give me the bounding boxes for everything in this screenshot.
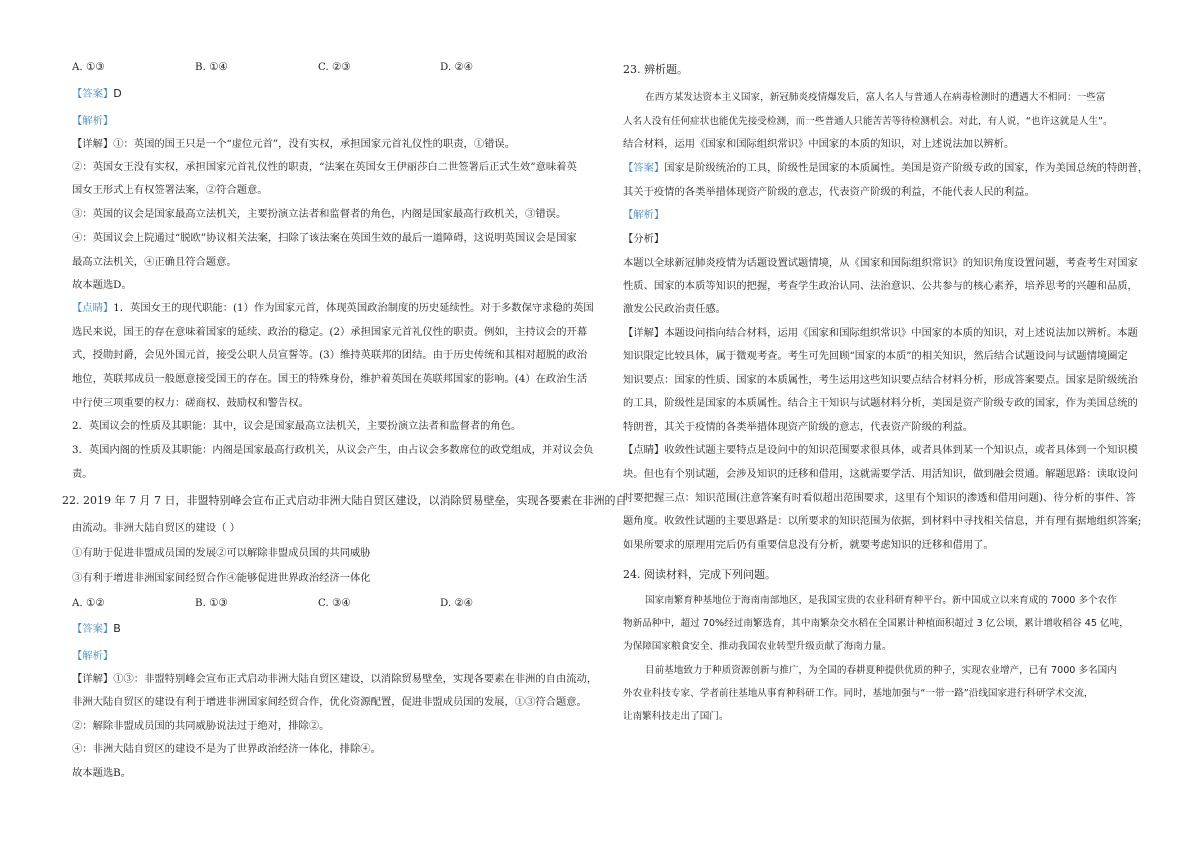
q23-material-b: 人名人没有任何症状也能优先接受检测，而一些普通人只能苦苦等待检测机会。对此，有人说，“也许这就是人生”。	[623, 116, 1113, 127]
q22-answer	[72, 622, 121, 636]
q23-tip-e: 如果所要求的原理用完后仍有重要信息没有分析，就要考虑知识的迁移和借用了。	[623, 539, 994, 551]
q23-fenxi-c: 激发公民政治责任感。	[623, 303, 726, 315]
q22-analysis-tag: 【解析】	[72, 650, 114, 662]
q24-material-1a: 国家南繁育种基地位于海南南部地区，是我国宝贵的农业科研育种平台。新中国成立以来育成的 7000 多个农作	[645, 595, 1117, 606]
q22-options	[72, 596, 592, 610]
answer-tag: 【答案】	[72, 623, 114, 635]
q24-title: 24. 阅读材料，完成下列问题。	[623, 568, 776, 581]
q21-tip-2: 2．英国议会的性质及其职能：其中，议会是国家最高立法机关，主要扮演立法者和监督者的角色。	[72, 420, 522, 432]
q22-choice-2: ③有利于增进非洲国家间经贸合作④能够促进世界政治经济一体化	[72, 572, 371, 584]
q23-tip-b: 块。但也有个别试题，会涉及知识的迁移和借用，这就需要学活、用活知识，做到融会贯通。解题思路：读取设问	[623, 468, 1138, 480]
q21-tip-1b: 选民来说，国王的存在意味着国家的延续、政治的稳定。(2）承担国家元首礼仪性的职责。例如，主持议会的开幕	[72, 326, 588, 338]
q23-analysis-tag: 【解析】	[623, 209, 665, 221]
q22-option-c: C. ③④	[318, 597, 351, 609]
q22-detail-2: ②：解除非盟成员国的共同威胁说法过于绝对，排除②。	[72, 720, 330, 732]
q21-option-a: A. ①③	[72, 61, 105, 73]
q23-detail-d: 的工具，阶级性是国家的本质属性。结合主干知识与试题材料分析，美国是资产阶级专政的国家，作为美国总统的	[623, 397, 1138, 409]
q21-conclusion: 故本题选D。	[72, 279, 132, 291]
q23-fenxi-b: 性质、国家的本质等知识的把握，考查学生政治认同、法治意识、公共参与的核心素养，培养思考的兴趣和品质，	[623, 280, 1138, 292]
q22-option-b: B. ①③	[195, 597, 228, 609]
q22-option-a: A. ①②	[72, 597, 105, 609]
q21-detail-3: ③：英国的议会是国家最高立法机关，主要扮演立法者和监督者的角色，内阁是国家最高行政机关，③错误。	[72, 208, 567, 220]
q21-tip-3: 3．英国内阁的性质及其职能：内阁是国家最高行政机关，从议会产生，由占议会多数席位的政党组成，并对议会负	[72, 444, 594, 456]
q21-tip-1e: 中行使三项重要的权力：磋商权、鼓励权和警告权。	[72, 397, 309, 409]
q23-title: 23. 辨析题。	[623, 63, 688, 76]
q21-option-b: B. ①④	[195, 61, 228, 73]
q22-choice-1: ①有助于促进非盟成员国的发展②可以解除非盟成员国的共同威胁	[72, 547, 371, 559]
q21-detail-2b: 国女王形式上有权签署法案，②符合题意。	[72, 184, 268, 196]
q24-material-2b: 外农业科技专家、学者前往基地从事育种科研工作。同时，基地加强与“一带一路”沿线国家进行科研学术交流，	[623, 688, 1094, 699]
q21-detail-4b: 最高立法机关，④正确且符合题意。	[72, 256, 237, 268]
q23-detail-e: 特朗普，其关于疫情的各类举措体现资产阶级的意志，代表资产阶级的利益。	[623, 421, 974, 433]
q23-answer-b: 其关于疫情的各类举措体现资产阶级的意志，代表资产阶级的利益，不能代表人民的利益。	[623, 186, 1035, 198]
tip-tag: 【点睛】	[72, 302, 114, 314]
q24-material-1c: 为保障国家粮食安全、推动我国农业转型升级贡献了海南力量。	[623, 641, 892, 652]
q22-stem-a: 22. 2019 年 7 月 7 日，非盟特别峰会宣布正式启动非洲大陆自贸区建设，以消除贸易壁垒，实现各要素在非洲的自	[62, 494, 627, 507]
answer-letter: B	[113, 622, 121, 635]
q22-option-d: D. ②④	[440, 597, 473, 609]
q21-analysis-tag: 【解析】	[72, 115, 114, 127]
q24-material-2c: 让南繁科技走出了国门。	[623, 711, 729, 722]
q23-detail-b: 知识限定比较具体，属于微观考查。考生可先回顾“国家的本质”的相关知识，然后结合试题设问与试题情境圈定	[623, 350, 1128, 362]
q21-options	[72, 60, 592, 74]
q23-answer-a: 【答案】国家是阶级统治的工具，阶级性是国家的本质属性。美国是资产阶级专政的国家，作为美国总统的特朗普，	[623, 162, 1149, 174]
q23-detail-c: 知识要点：国家的性质、国家的本质属性，考生运用这些知识要点结合材料分析，形成答案要点。国家是阶级统治	[623, 374, 1138, 386]
q21-tip-1d: 地位，英联邦成员一般愿意接受国王的存在。国王的特殊身份，维护着英国在英联邦国家的影响。(4）在政治生活	[72, 373, 588, 385]
q21-answer	[72, 87, 122, 101]
q23-tip-c: 时要把握三点：知识范围(注意答案有时看似超出范围要求，这里有个知识的渗透和借用问题)、待分析的事件、答	[623, 492, 1136, 504]
q22-stem-b: 由流动。非洲大陆自贸区的建设（ ）	[72, 522, 241, 534]
answer-letter: D	[113, 87, 122, 100]
q21-tip-1a: 【点睛】1．英国女王的现代职能：(1）作为国家元首，体现英国政治制度的历史延续性。对于多数保守求稳的英国	[72, 302, 594, 314]
detail-tag: 【详解】	[72, 138, 114, 150]
q23-detail-a: 【详解】本题设问指向结合材料，运用《国家和国际组织常识》中国家的本质的知识，对上述说法加以辨析。本题	[623, 327, 1138, 339]
q22-detail-1b: 非洲大陆自贸区的建设有利于增进非洲国家间经贸合作，优化资源配置，促进非盟成员国的发展，①③符合题意。	[72, 696, 587, 708]
detail-tag: 【详解】	[623, 327, 665, 339]
q21-option-d: D. ②④	[440, 61, 473, 73]
q23-task: 结合材料，运用《国家和国际组织常识》中国家的本质的知识，对上述说法加以辨析。	[623, 138, 1015, 150]
q23-fenxi-tag: 【分析】	[623, 233, 665, 245]
q21-detail-1: 【详解】①：英国的国王只是一个“虚位元首”，没有实权，承担国家元首礼仪性的职责，①错误。	[72, 138, 515, 150]
q23-tip-a: 【点睛】收敛性试题主要特点是设问中的知识范围要求很具体，或者具体到某一个知识点，或者具体到一个知识模	[623, 444, 1138, 456]
detail-tag: 【详解】	[72, 673, 114, 685]
q23-tip-d: 题角度。收敛性试题的主要思路是：以所要求的知识范围为依据，到材料中寻找相关信息，并有理有据地组织答案;	[623, 515, 1142, 527]
q22-detail-3: ④：非洲大陆自贸区的建设不是为了世界政治经济一体化，排除④。	[72, 743, 381, 755]
answer-tag: 【答案】	[72, 88, 114, 100]
q21-tip-4: 责。	[72, 468, 93, 480]
q21-tip-1c: 式，授勋封爵，会见外国元首，接受公职人员宣誓等。(3）维持英联邦的团结。由于历史传统和其相对超脱的政治	[72, 349, 588, 361]
q23-fenxi-a: 本题以全球新冠肺炎疫情为话题设置试题情境，从《国家和国际组织常识》的知识角度设置问题，考查考生对国家	[623, 257, 1138, 269]
q21-detail-4a: ④：英国议会上院通过“脱欧”协议相关法案，扫除了该法案在英国生效的最后一道障碍，这说明英国议会是国家	[72, 232, 577, 244]
q22-detail-1a: 【详解】①③：非盟特别峰会宣布正式启动非洲大陆自贸区建设，以消除贸易壁垒，实现各要素在非洲的自由流动，	[72, 673, 598, 685]
q23-material-a: 在西方某发达资本主义国家，新冠肺炎疫情爆发后，富人名人与普通人在病毒检测时的遭遇大不相同：一些富	[645, 92, 1106, 103]
answer-tag: 【答案】	[623, 162, 665, 174]
q24-material-2a: 目前基地致力于种质资源创新与推广，为全国的春耕夏种提供优质的种子，实现农业增产，已有 7000 多名国内	[645, 665, 1117, 676]
tip-tag: 【点睛】	[623, 444, 665, 456]
q21-option-c: C. ②③	[318, 61, 351, 73]
q24-material-1b: 物新品种中，超过 70%经过南繁选育，其中南繁杂交水稻在全国累计种植面积超过 3 亿公顷，累计增收稻谷 45 亿吨，	[623, 618, 1129, 629]
q22-conclusion: 故本题选B。	[72, 767, 132, 779]
q21-detail-2a: ②：英国女王没有实权，承担国家元首礼仪性的职责，“法案在英国女王伊丽莎白二世签署后正式生效”意味着英	[72, 161, 577, 173]
